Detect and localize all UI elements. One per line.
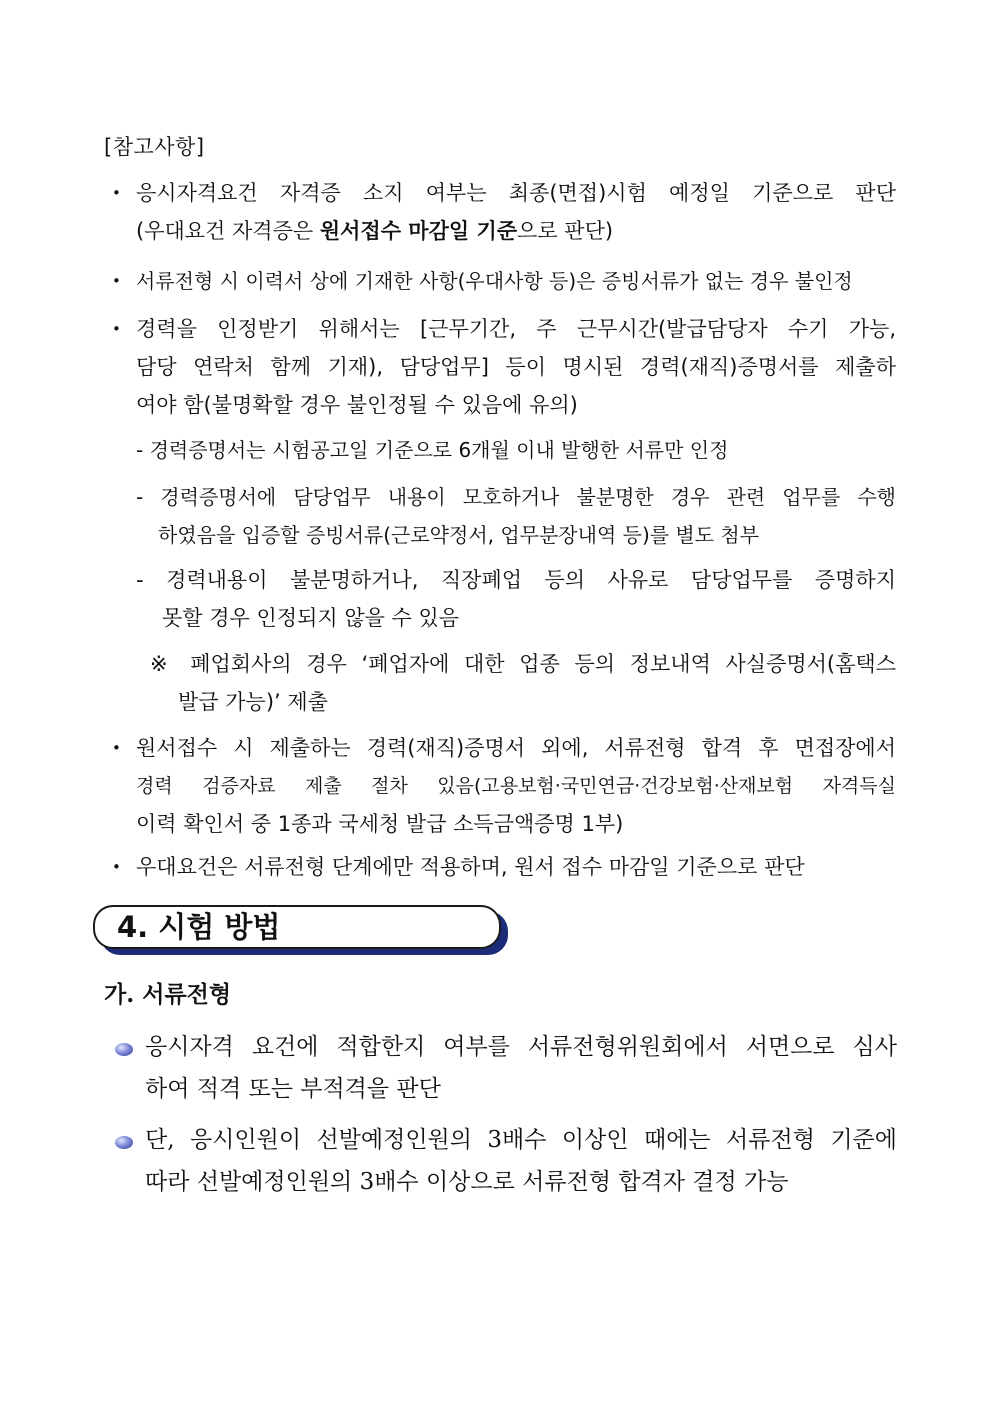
text-line: 여야 함(불명확할 경우 불인정될 수 있음에 유의) — [136, 393, 578, 417]
reference-bullet-preference — [112, 848, 896, 886]
bullet-icon: • — [112, 272, 121, 290]
text-line: ※ 폐업회사의 경우 ‘폐업자에 대한 업종 등의 정보내역 사실증명서(홈택스 — [150, 652, 896, 676]
screening-paragraph — [145, 1026, 897, 1110]
bullet-icon: • — [112, 184, 121, 202]
bullet-icon: • — [112, 739, 121, 757]
text-line: 따라 선발예정인원의 3배수 이상으로 서류전형 합격자 결정 가능 — [145, 1169, 789, 1195]
bullet-icon — [115, 1136, 133, 1149]
text-line: 담당 연락처 함께 기재), 담당업무] 등이 명시된 경력(재직)증명서를 제출하 — [136, 355, 896, 379]
section-heading-box — [93, 905, 501, 949]
text-line: 경력을 인정받기 위해서는 [근무기간, 주 근무시간(발급담당자 수기 가능, — [136, 317, 896, 341]
text-line: 서류전형 시 이력서 상에 기재한 사항(우대사항 등)은 증빙서류가 없는 경우 불인정 — [136, 269, 853, 293]
bullet-icon: • — [112, 858, 121, 876]
career-sub-item — [136, 561, 896, 637]
reference-bullet-career — [112, 310, 896, 424]
text-line: 원서접수 시 제출하는 경력(재직)증명서 외에, 서류전형 합격 후 면접장에서 — [136, 736, 896, 760]
bold-text: 원서접수 마감일 기준 — [319, 219, 518, 243]
text-line: 경력 검증자료 제출 절차 있음(고용보험·국민연금·건강보험·산재보험 자격득실 — [136, 775, 896, 797]
screening-paragraph — [145, 1119, 897, 1203]
reference-bullet-qualification — [112, 174, 896, 250]
text-line: 하여 적격 또는 부적격을 판단 — [145, 1076, 441, 1102]
text-line: 발급 가능)’ 제출 — [178, 690, 328, 714]
text-line: 하였음을 입증할 증빙서류(근로약정서, 업무분장내역 등)를 별도 첨부 — [158, 523, 760, 547]
text-line: 못할 경우 인정되지 않을 수 있음 — [162, 606, 460, 630]
bullet-icon: • — [112, 320, 121, 338]
text-line: - 경력내용이 불분명하거나, 직장폐업 등의 사유로 담당업무를 증명하지 — [136, 568, 896, 592]
text-line: 우대요건은 서류전형 단계에만 적용하며, 원서 접수 마감일 기준으로 판단 — [136, 855, 805, 879]
text-line: - 경력증명서는 시험공고일 기준으로 6개월 이내 발행한 서류만 인정 — [136, 438, 729, 462]
subsection-title: 가. 서류전형 — [104, 981, 232, 1008]
text-line: 단, 응시인원이 선발예정인원의 3배수 이상인 때에는 서류전형 기준에 — [145, 1127, 897, 1153]
reference-bullet-documents — [112, 262, 896, 300]
career-sub-item — [136, 431, 896, 469]
reference-bullet-verification — [112, 729, 896, 843]
text-span: 으로 판단) — [517, 219, 614, 243]
text-line: 이력 확인서 중 1종과 국세청 발급 소득금액증명 1부) — [136, 812, 624, 836]
section-title: 4. 시험 방법 — [117, 910, 281, 944]
text-line — [136, 212, 896, 250]
reference-title: [참고사항] — [104, 135, 205, 159]
career-sub-item — [136, 478, 896, 554]
closure-note — [150, 645, 896, 721]
bullet-icon — [115, 1043, 133, 1056]
text-line: 응시자격 요건에 적합한지 여부를 서류전형위원회에서 서면으로 심사 — [145, 1034, 897, 1060]
text-span: (우대요건 자격증은 — [136, 219, 320, 243]
text-line: - 경력증명서에 담당업무 내용이 모호하거나 불분명한 경우 관련 업무를 수행 — [136, 485, 896, 509]
text-line: 응시자격요건 자격증 소지 여부는 최종(면접)시험 예정일 기준으로 판단 — [136, 181, 896, 205]
